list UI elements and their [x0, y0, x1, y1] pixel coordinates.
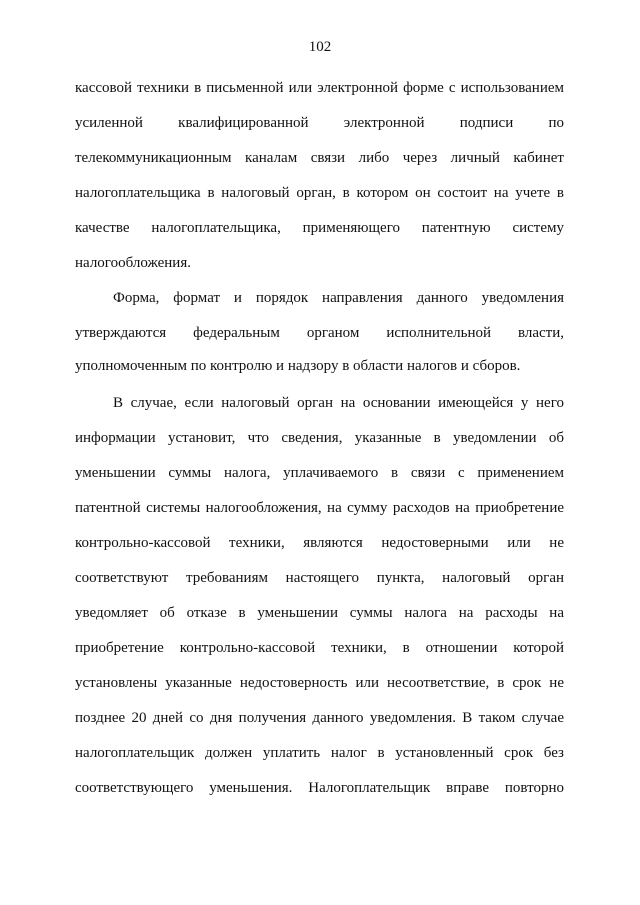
text-line: приобретение контрольно-кассовой техники, в отношении которой [75, 640, 564, 656]
text-line: налогоплательщика в налоговый орган, в котором он состоит на учете в [75, 185, 564, 201]
text-line: информации установит, что сведения, указанные в уведомлении об [75, 430, 564, 446]
text-line: налогоплательщик должен уплатить налог в установленный срок без [75, 745, 564, 761]
text-line: Форма, формат и порядок направления данного уведомления [113, 290, 564, 306]
text-line: уведомляет об отказе в уменьшении суммы налога на расходы на [75, 605, 564, 621]
text-line: соответствуют требованиям настоящего пункта, налоговый орган [75, 570, 564, 586]
text-line: соответствующего уменьшения. Налогоплательщик вправе повторно [75, 780, 564, 796]
text-line: кассовой техники в письменной или электронной форме с использованием [75, 80, 564, 96]
text-line: контрольно-кассовой техники, являются недостоверными или не [75, 535, 564, 551]
text-line: качестве налогоплательщика, применяющего патентную систему [75, 220, 564, 236]
text-line: установлены указанные недостоверность или несоответствие, в срок не [75, 675, 564, 691]
text-line: уполномоченным по контролю и надзору в области налогов и сборов. [75, 358, 521, 374]
text-line: утверждаются федеральным органом исполнительной власти, [75, 325, 564, 341]
text-line: уменьшении суммы налога, уплачиваемого в связи с применением [75, 465, 564, 481]
text-line: усиленной квалифицированной электронной подписи по [75, 115, 564, 131]
text-line: телекоммуникационным каналам связи либо через личный кабинет [75, 150, 564, 166]
text-line: позднее 20 дней со дня получения данного уведомления. В таком случае [75, 710, 564, 726]
text-line: В случае, если налоговый орган на основании имеющейся у него [113, 395, 564, 411]
text-line: патентной системы налогообложения, на сумму расходов на приобретение [75, 500, 564, 516]
page-number: 102 [308, 39, 332, 55]
text-line: налогообложения. [75, 255, 191, 271]
